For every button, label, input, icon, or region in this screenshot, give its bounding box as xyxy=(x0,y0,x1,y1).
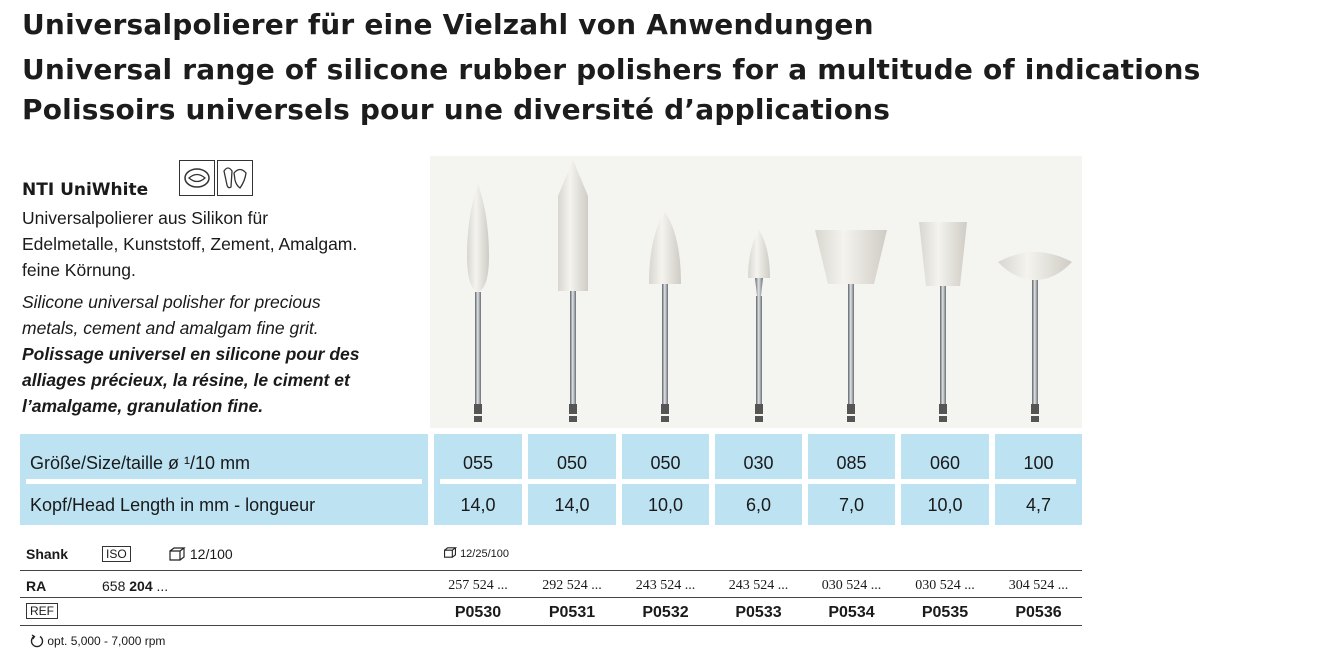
head-length-cell: 14,0 xyxy=(460,495,496,515)
rpm-note xyxy=(30,633,165,649)
iso-label: ISO xyxy=(102,546,131,562)
polisher-p0534 xyxy=(815,230,887,422)
pack-main-text: 12/100 xyxy=(189,546,233,562)
teeth-icon xyxy=(217,160,253,196)
row-separator xyxy=(26,479,422,484)
polisher-p0533 xyxy=(748,230,770,422)
head-length-cell: 4,7 xyxy=(1025,495,1052,515)
pack-items-text: 12/25/100 xyxy=(460,548,509,560)
iso-badge xyxy=(102,545,131,562)
description-line: Universalpolierer aus Silikon für xyxy=(22,208,269,228)
head-length-cell: 6,0 xyxy=(745,495,772,515)
headline-french: Polissoirs universels pour une diversité d’applications xyxy=(22,93,891,126)
ref-number: P0534 xyxy=(828,604,875,621)
ra-code-bold: 204 xyxy=(129,578,153,594)
ref-label: REF xyxy=(26,603,58,619)
item-code: 030 524 ... xyxy=(821,578,882,593)
headline-english: Universal range of silicone rubber polishers for a multitude of indications xyxy=(22,53,1201,86)
row-separator xyxy=(440,479,1076,484)
headline-german: Universalpolierer für eine Vielzahl von Anwendungen xyxy=(22,8,874,41)
divider xyxy=(20,625,1082,626)
rotation-icon xyxy=(30,634,44,648)
product-name: NTI UniWhite xyxy=(22,180,149,200)
shank-label: Shank xyxy=(26,546,69,562)
item-code: 030 524 ... xyxy=(915,578,975,593)
head-length-cell: 10,0 xyxy=(927,495,963,515)
ref-number: P0530 xyxy=(454,604,502,621)
polisher-illustrations xyxy=(430,156,1082,428)
size-cell: 050 xyxy=(556,453,588,473)
head-length-cell: 10,0 xyxy=(647,495,684,515)
description-line: Polissage universel en silicone pour des xyxy=(22,344,360,364)
item-code: 243 524 ... xyxy=(635,578,696,593)
description-line: Edelmetalle, Kunststoff, Zement, Amalgam. xyxy=(22,234,358,254)
size-cell: 060 xyxy=(929,453,961,473)
ref-number: P0535 xyxy=(921,604,969,621)
item-code: 257 524 ... xyxy=(448,578,508,593)
polisher-p0535 xyxy=(919,222,967,422)
item-code: 304 524 ... xyxy=(1008,578,1069,593)
ref-badge xyxy=(26,602,58,619)
head-length-row-label: Kopf/Head Length in mm - longueur xyxy=(30,495,316,515)
polisher-p0531 xyxy=(558,160,588,422)
ra-code-prefix: 658 xyxy=(102,578,130,594)
pack-items xyxy=(443,546,509,562)
description-french xyxy=(22,341,359,419)
head-length-cell: 14,0 xyxy=(554,495,590,515)
size-cell: 055 xyxy=(462,453,494,473)
ra-code-suffix: ... xyxy=(152,578,169,594)
size-row-label: Größe/Size/taille ø ¹/10 mm xyxy=(30,453,251,473)
description-line: metals, cement and amalgam fine grit. xyxy=(22,318,319,338)
description-line: Silicone universal polisher for precious xyxy=(22,292,321,312)
polisher-p0532 xyxy=(649,212,681,422)
description-line: l’amalgame, granulation fine. xyxy=(22,396,264,416)
pack-main xyxy=(168,546,233,562)
polisher-p0530 xyxy=(467,184,489,422)
item-code: 243 524 ... xyxy=(728,578,789,593)
ref-number: P0532 xyxy=(642,604,689,621)
package-icon xyxy=(168,547,186,561)
divider xyxy=(20,570,1082,571)
description-german xyxy=(22,205,357,283)
description-line: feine Körnung. xyxy=(22,260,136,280)
package-icon xyxy=(443,547,457,558)
divider xyxy=(20,597,1082,598)
ref-number: P0536 xyxy=(1015,604,1062,621)
size-cell: 085 xyxy=(836,453,867,473)
polisher-p0536 xyxy=(998,252,1072,422)
ra-code xyxy=(102,578,168,594)
ref-number: P0531 xyxy=(548,604,596,621)
ra-label: RA xyxy=(26,578,47,594)
head-length-cell: 7,0 xyxy=(838,495,865,515)
crown-icon xyxy=(179,160,215,196)
size-cell: 100 xyxy=(1023,453,1054,473)
description-english xyxy=(22,289,321,341)
rpm-text: opt. 5,000 - 7,000 rpm xyxy=(47,634,166,648)
description-line: alliages précieux, la résine, le ciment et xyxy=(22,370,350,390)
item-code: 292 524 ... xyxy=(542,578,602,593)
size-cell: 030 xyxy=(743,453,774,473)
ref-number: P0533 xyxy=(735,604,782,621)
size-cell: 050 xyxy=(650,453,681,473)
